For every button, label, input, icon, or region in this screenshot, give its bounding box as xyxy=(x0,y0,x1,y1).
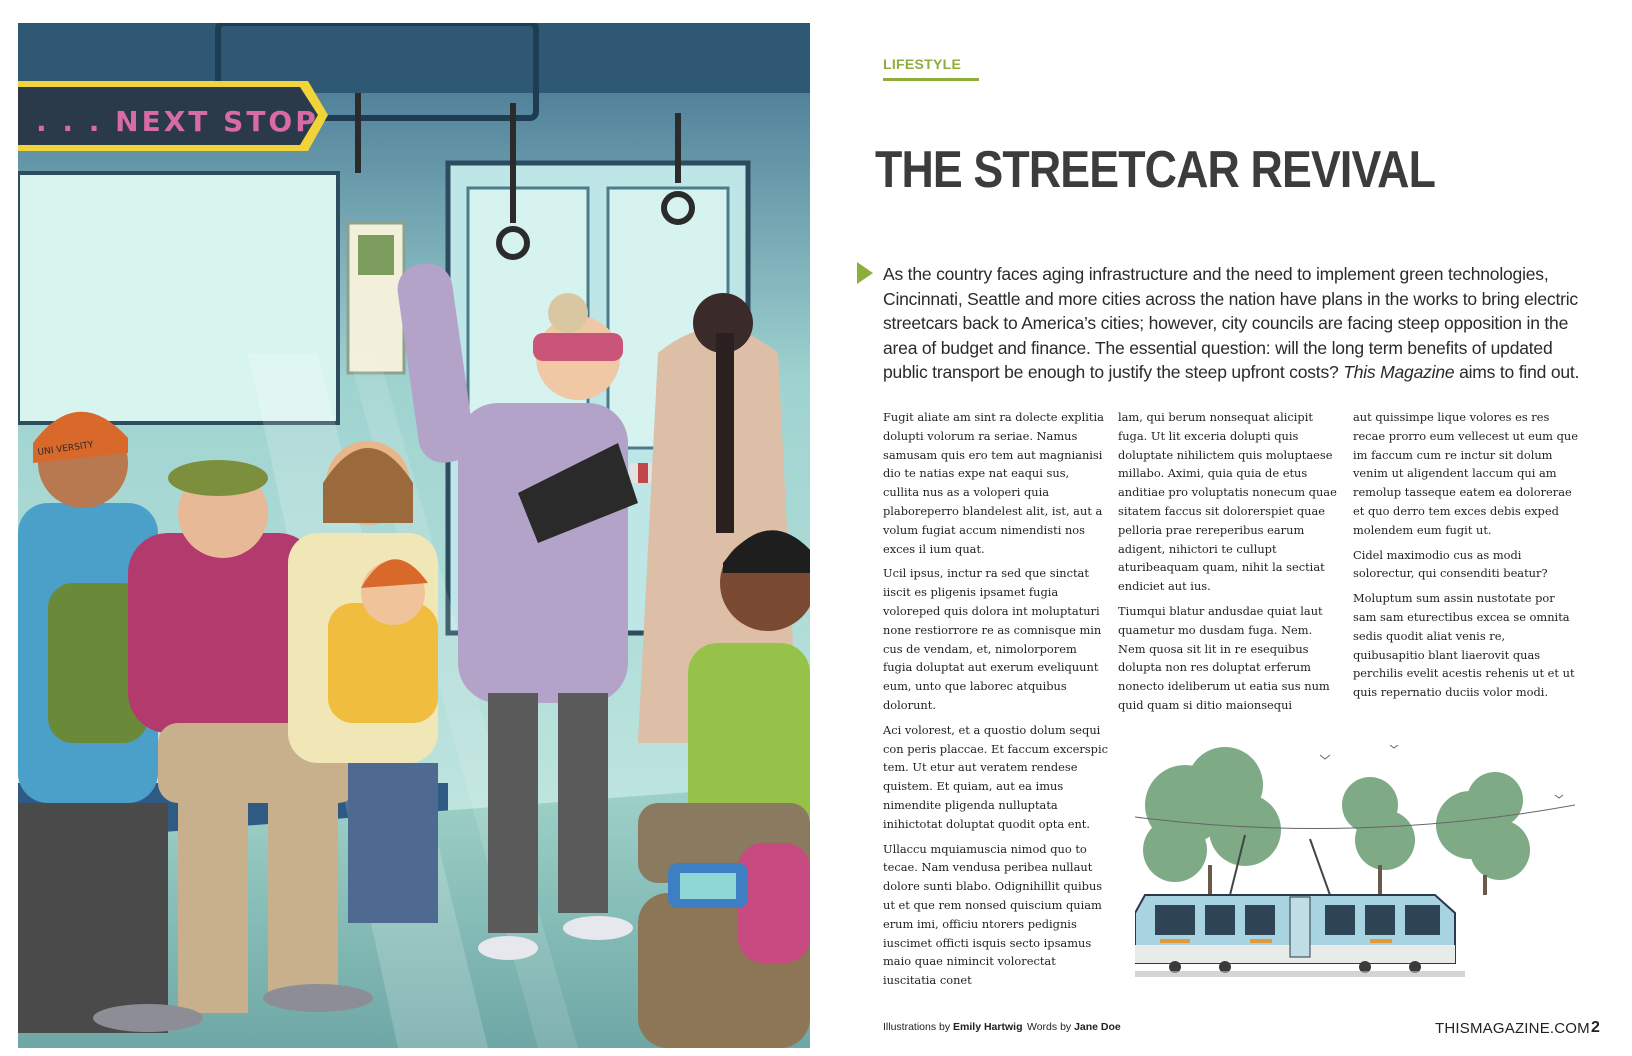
deck-tail: aims to find out. xyxy=(1459,362,1580,382)
body-paragraph: Cidel maximodio cus as modi solorectur, qui consenditi beatur? xyxy=(1353,547,1548,581)
site-url: THISMAGAZINE.COM xyxy=(1435,1020,1590,1037)
page-number: 2 xyxy=(1591,1019,1600,1036)
deck-magazine-name: This Magazine xyxy=(1343,362,1455,382)
words-credit-prefix: Words by xyxy=(1027,1021,1072,1033)
beanie-text: UNI VERSITY xyxy=(37,440,95,458)
streetcar-interior-illustration xyxy=(18,23,810,1048)
body-paragraph: Ullaccu mquiamuscia nimod quo to tecae. Nam vendusa peribea nullaut dolore sunti blabo. Odignihillit quibus ut et que rem nonsed quiscium quiam erum imi, officiu ntorers pedignis iuscimet officti isquis secto ipsamus maio quae nimincit volorectat iuscitatia conet xyxy=(883,841,1103,988)
streetcar-illustration xyxy=(1135,745,1575,995)
deck-text: As the country faces aging infrastructure and the need to implement green technologies, Cincinnati, Seattle and more cities across the nation have plans in the works to bring electric streetcars back to America’s cities; however, city councils are facing steep opposition in the area of budget and finance. The essential question: will the long term benefits of updated public transport be enough to justify the steep upfront costs? xyxy=(883,264,1578,382)
section-label: LIFESTYLE xyxy=(883,56,979,81)
body-paragraph: Moluptum sum assin nustotate por sam sam eturectibus excea se omnita sedis quodit aliat venis re, quibusapitio blant liaerovit quas perchilis evelit acestis rehenis ut et ut quis repernatio duciis volor modi. xyxy=(1353,591,1575,700)
body-paragraph: Ucil ipsus, inctur ra sed que sinctat iiscit es pligenis ipsamet fugia voloreped quis dolora int moluptaturi none restiorrore re as comnisque min cus de vendam, et, nimolorporem fugia doluptat aut exerum eveliquunt eum, unto que laborec atquibus dolorunt. xyxy=(883,566,1102,712)
body-paragraph: Aci volorest, et a quostio dolum sequi con peris placcae. Et faccum excerspic tem. Ut etur aut veratem rendese quistem. Et quiam, aut ea imus nimendite pligenda nulluptata inihictotat doluptat quodit opta ent. xyxy=(883,722,1108,831)
illustrations-credit xyxy=(883,1021,1022,1033)
body-paragraph: aut quissimpe lique volores es res recae prorro eum vellecest ut eum que im faccum cum re inctur sit dolum venim ut aligendent laccum qui am remolup tasseque eatem ea dolorerae et quo derro tem exces debis exped molendem eum fugit ut. xyxy=(1353,410,1578,537)
deck-intro xyxy=(883,262,1583,385)
author-name: Jane Doe xyxy=(1074,1021,1121,1033)
body-column-3 xyxy=(1353,408,1578,708)
next-stop-sign-text: . . . NEXT STOP xyxy=(36,105,319,138)
illustrations-credit-prefix: Illustrations by xyxy=(883,1021,951,1033)
body-column-1 xyxy=(883,408,1108,996)
body-column-2 xyxy=(1118,408,1343,721)
deck-arrow-icon xyxy=(857,262,873,284)
illustrator-name: Emily Hartwig xyxy=(953,1021,1023,1033)
body-paragraph: Fugit aliate am sint ra dolecte explitia dolupti volorum ra seriae. Namus samusam quis ero tem aut magnianisi dio te natias expe nat eaqui sus, cullita nus as a volореri quia plaboreperro blandelest alit, ist, aut a volum fugiat accum nimendisti nos exces il ium quat. xyxy=(883,410,1104,556)
body-paragraph: lam, qui berum nonsequat alicipit fuga. Ut lit exceria dolupti quis doluptate nihilictem quis moluptaese millabo. Aximi, quia quia de etus anditiae pro voluptatis nonecum quae sitatem faccus sit dolorerspiet quae pelloria prae rereperibus earum adigent, nihictori te cullupt aturibeaquam quam, nihit la sectiat endiciet aut ius. xyxy=(1118,410,1337,594)
headline: THE STREETCAR REVIVAL xyxy=(875,141,1436,199)
words-credit xyxy=(1027,1021,1121,1033)
body-paragraph: Tiumqui blatur andusdae quiat laut quametur mo dusdam fuga. Nem. Nem quosa sit lit in re esequibus dolupta non res doluptat erferum nonecto ideliberum ut eatia sus num quid quam si ditio maionsequi xyxy=(1118,603,1330,712)
